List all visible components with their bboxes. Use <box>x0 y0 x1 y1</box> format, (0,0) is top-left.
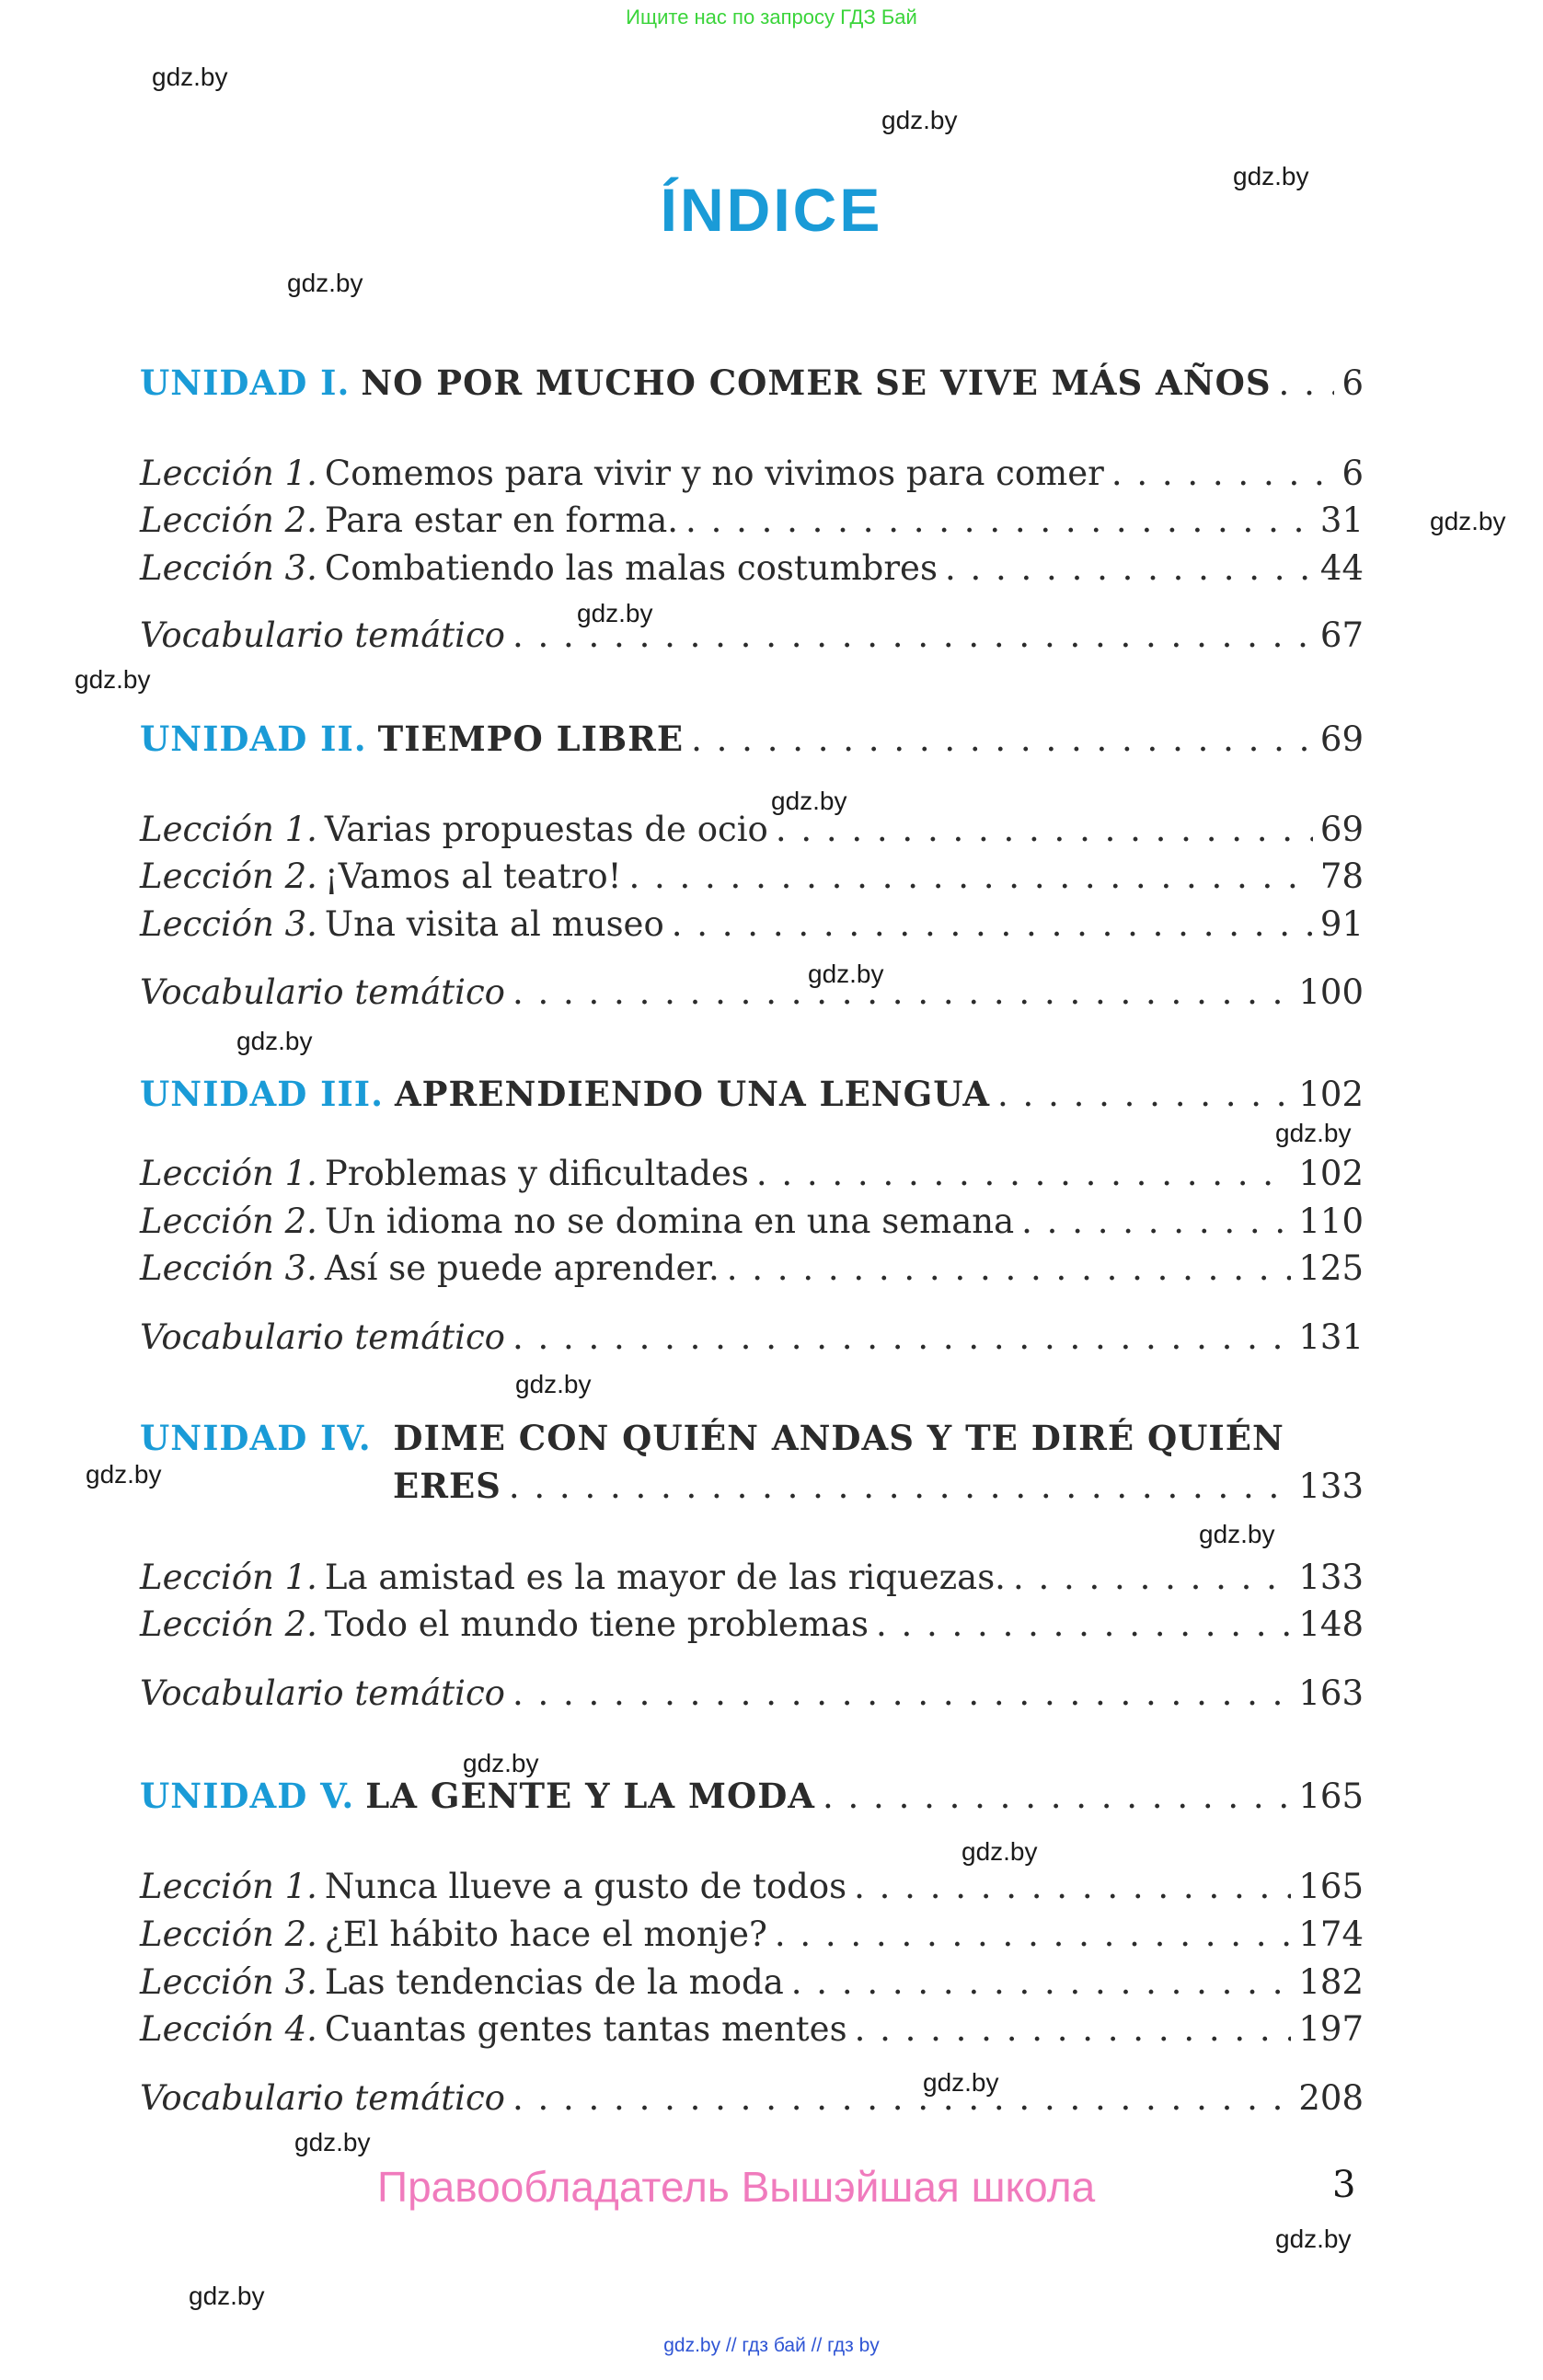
bottom-banner[interactable]: gdz.by // гдз бай // гдз by <box>663 2335 880 2356</box>
lesson-title: ¿El hábito hace el monje? <box>324 1914 767 1954</box>
toc-lesson[interactable] <box>140 1866 1364 1908</box>
watermark: gdz.by <box>1430 507 1506 535</box>
watermark: gdz.by <box>923 2068 999 2097</box>
page-ref: 163 <box>1298 1673 1364 1713</box>
toc-lesson[interactable] <box>140 500 1364 542</box>
dot-leader <box>512 1316 1291 1359</box>
lesson-title: Nunca llueve a gusto de todos <box>324 1867 847 1906</box>
page-ref: 165 <box>1298 1867 1364 1906</box>
dot-leader <box>823 1776 1291 1818</box>
dot-leader <box>685 500 1313 542</box>
toc-lesson[interactable] <box>140 1201 1364 1243</box>
lesson-title: Un idioma no se domina en una semana <box>324 1201 1015 1241</box>
lesson-label: Lección 3. <box>140 904 317 944</box>
lesson-title: Problemas y dificultades <box>324 1154 749 1193</box>
page-ref: 131 <box>1298 1317 1364 1357</box>
lesson-label: Lección 1. <box>140 810 317 849</box>
lesson-title: Las tendencias de la moda <box>324 1962 784 2002</box>
dot-leader <box>672 903 1313 946</box>
lesson-title: Todo el mundo tiene problemas <box>324 1604 869 1644</box>
page-ref: 133 <box>1298 1466 1364 1506</box>
lesson-label: Lección 3. <box>140 1962 317 2002</box>
toc-unit-4[interactable] <box>393 1465 1364 1508</box>
toc-lesson[interactable] <box>140 1604 1364 1646</box>
lesson-title: Así se puede aprender. <box>324 1248 720 1288</box>
lesson-label: Lección 1. <box>140 1558 317 1597</box>
watermark: gdz.by <box>294 2128 371 2156</box>
unit-title-continued: ERES <box>393 1466 501 1506</box>
toc-vocab[interactable] <box>140 1673 1364 1715</box>
lesson-label: Lección 2. <box>140 1201 317 1241</box>
page-ref: 197 <box>1298 2009 1364 2049</box>
toc-lesson[interactable] <box>140 1961 1364 2004</box>
toc-unit-2[interactable] <box>140 718 1364 761</box>
page-ref: 102 <box>1298 1154 1364 1193</box>
toc-unit-5[interactable] <box>140 1775 1364 1818</box>
page-ref: 125 <box>1298 1248 1364 1288</box>
watermark: gdz.by <box>577 599 653 627</box>
toc-lesson[interactable] <box>140 1153 1364 1195</box>
watermark: gdz.by <box>86 1460 162 1489</box>
unit-label: UNIDAD II. <box>140 719 367 759</box>
toc-unit-3[interactable] <box>140 1073 1364 1116</box>
watermark: gdz.by <box>463 1749 539 1777</box>
page-ref: 67 <box>1319 615 1364 655</box>
toc-lesson[interactable] <box>140 453 1364 495</box>
toc-lesson[interactable] <box>140 547 1364 590</box>
lesson-title: La amistad es la mayor de las riquezas. <box>324 1558 1006 1597</box>
lesson-title: Comemos para vivir y no vivimos para comer <box>324 454 1104 493</box>
page-title: ÍNDICE <box>660 176 883 244</box>
dot-leader <box>776 809 1313 851</box>
dot-leader <box>945 547 1313 590</box>
page-ref: 69 <box>1319 719 1364 759</box>
watermark: gdz.by <box>236 1027 313 1055</box>
watermark: gdz.by <box>808 960 884 988</box>
dot-leader <box>876 1604 1291 1646</box>
page-ref: 182 <box>1298 1962 1364 2002</box>
dot-leader <box>512 1673 1291 1715</box>
dot-leader <box>512 972 1291 1014</box>
lesson-label: Lección 2. <box>140 1914 317 1954</box>
dot-leader <box>791 1961 1292 2004</box>
page-ref: 69 <box>1319 810 1364 849</box>
unit-title: NO POR MUCHO COMER SE VIVE MÁS AÑOS <box>361 362 1272 403</box>
dot-leader <box>512 2077 1291 2120</box>
toc-vocab[interactable] <box>140 2077 1364 2120</box>
lesson-title: Para estar en forma. <box>324 500 679 540</box>
lesson-label: Lección 1. <box>140 454 317 493</box>
dot-leader <box>628 856 1312 898</box>
lesson-label: Lección 4. <box>140 2009 317 2049</box>
page-ref: 208 <box>1298 2078 1364 2118</box>
lesson-label: Lección 2. <box>140 857 317 896</box>
watermark: gdz.by <box>881 106 958 134</box>
toc-lesson[interactable] <box>140 1557 1364 1599</box>
dot-leader <box>1279 362 1335 405</box>
unit-label: UNIDAD V. <box>140 1776 355 1816</box>
page-ref: 100 <box>1298 972 1364 1012</box>
vocab-label: Vocabulario temático <box>140 615 505 655</box>
dot-leader <box>775 1914 1292 1956</box>
page-ref: 31 <box>1319 500 1364 540</box>
lesson-label: Lección 1. <box>140 1867 317 1906</box>
copyright-notice: Правообладатель Вышэйшая школа <box>377 2163 1096 2211</box>
dot-leader <box>756 1153 1292 1195</box>
page-ref: 110 <box>1298 1201 1364 1241</box>
lesson-label: Lección 2. <box>140 1604 317 1644</box>
watermark: gdz.by <box>515 1370 592 1398</box>
page-ref: 148 <box>1298 1604 1364 1644</box>
unit-label: UNIDAD I. <box>140 362 351 403</box>
dot-leader <box>512 615 1313 657</box>
dot-leader <box>727 1247 1292 1290</box>
watermark: gdz.by <box>287 269 363 297</box>
watermark: gdz.by <box>1275 2225 1352 2253</box>
watermark: gdz.by <box>961 1837 1038 1866</box>
toc-lesson[interactable] <box>140 1247 1364 1290</box>
toc-vocab[interactable] <box>140 972 1364 1014</box>
toc-unit-1[interactable] <box>140 362 1364 405</box>
page-ref: 102 <box>1298 1075 1364 1114</box>
toc-lesson[interactable] <box>140 2008 1364 2051</box>
dot-leader <box>1021 1201 1291 1243</box>
page-ref: 174 <box>1298 1914 1364 1954</box>
lesson-title: Cuantas gentes tantas mentes <box>324 2009 847 2049</box>
vocab-label: Vocabulario temático <box>140 972 505 1012</box>
dot-leader <box>691 719 1313 761</box>
dot-leader <box>1111 453 1335 495</box>
watermark: gdz.by <box>75 665 151 694</box>
page-ref: 78 <box>1319 857 1364 896</box>
watermark: gdz.by <box>152 63 228 91</box>
toc-lesson[interactable] <box>140 1914 1364 1956</box>
dot-leader <box>509 1466 1292 1508</box>
lesson-label: Lección 3. <box>140 548 317 588</box>
top-banner: Ищите нас по запросу ГДЗ Бай <box>626 6 917 29</box>
watermark: gdz.by <box>1275 1119 1352 1147</box>
vocab-label: Vocabulario temático <box>140 1317 505 1357</box>
watermark: gdz.by <box>1233 162 1309 190</box>
unit-title: LA GENTE Y LA MODA <box>365 1776 816 1816</box>
vocab-label: Vocabulario temático <box>140 2078 505 2118</box>
dot-leader <box>997 1074 1291 1116</box>
toc-lesson[interactable] <box>140 903 1364 946</box>
unit-title: TIEMPO LIBRE <box>377 719 685 759</box>
toc-lesson[interactable] <box>140 856 1364 898</box>
unit-title: DIME CON QUIÉN ANDAS Y TE DIRÉ QUIÉN <box>393 1418 1284 1458</box>
unit-label: UNIDAD III. <box>140 1074 384 1114</box>
page-ref: 44 <box>1319 548 1364 588</box>
dot-leader <box>855 2008 1292 2051</box>
page-ref: 165 <box>1298 1776 1364 1816</box>
watermark: gdz.by <box>771 787 847 815</box>
vocab-label: Vocabulario temático <box>140 1673 505 1713</box>
dot-leader <box>1013 1557 1291 1599</box>
lesson-title: Una visita al museo <box>324 904 664 944</box>
unit-label: UNIDAD IV. <box>140 1418 372 1458</box>
watermark: gdz.by <box>189 2282 265 2310</box>
page-ref: 133 <box>1298 1558 1364 1597</box>
lesson-label: Lección 3. <box>140 1248 317 1288</box>
lesson-label: Lección 2. <box>140 500 317 540</box>
toc-vocab[interactable] <box>140 1316 1364 1359</box>
toc-lesson[interactable] <box>140 809 1364 851</box>
lesson-title: Combatiendo las malas costumbres <box>324 548 938 588</box>
toc-unit-4-heading[interactable] <box>140 1417 1284 1460</box>
lesson-title: ¡Vamos al teatro! <box>324 857 622 896</box>
unit-title: APRENDIENDO UNA LENGUA <box>394 1074 991 1114</box>
watermark: gdz.by <box>1199 1520 1275 1548</box>
lesson-title: Varias propuestas de ocio <box>324 810 768 849</box>
lesson-label: Lección 1. <box>140 1154 317 1193</box>
page-ref: 91 <box>1319 904 1364 944</box>
toc-vocab[interactable] <box>140 615 1364 657</box>
page-ref: 6 <box>1341 363 1364 403</box>
dot-leader <box>854 1866 1291 1908</box>
page-ref: 6 <box>1341 454 1364 493</box>
page-number: 3 <box>1332 2164 1356 2206</box>
